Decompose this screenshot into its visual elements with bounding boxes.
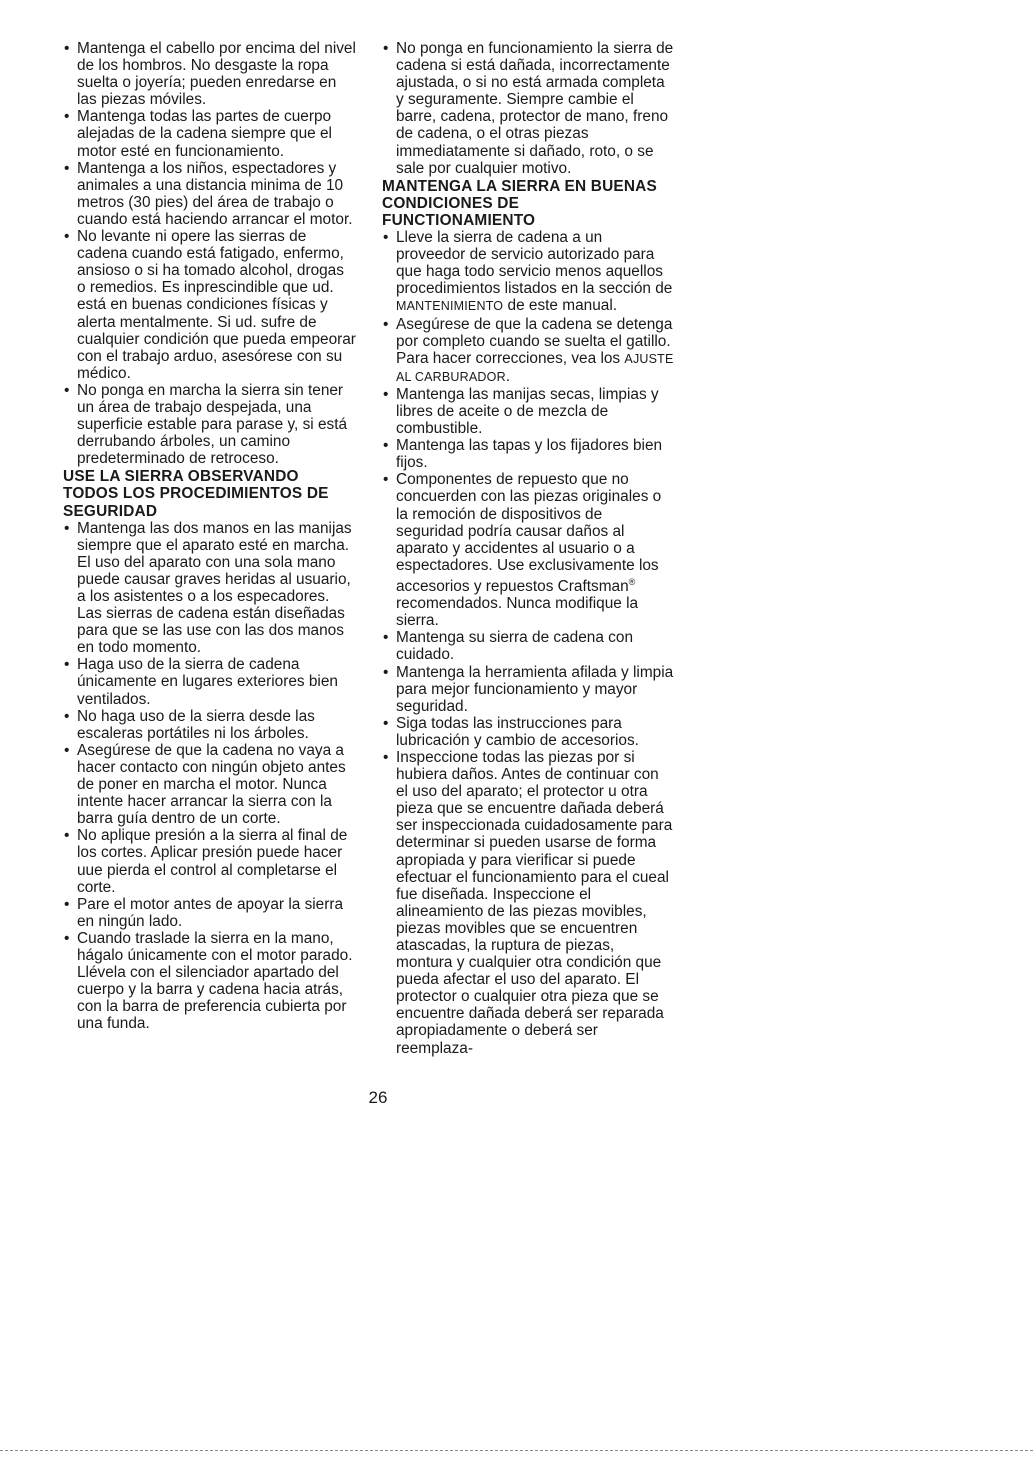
item-text: recomendados. Nunca modifique la sierra. — [396, 595, 639, 630]
item-text: Asegúrese de que la cadena se detenga por completo cuando se suelta el gatillo. Para hacer correcciones, vea los — [396, 315, 673, 367]
list-item: • No aplique presión a la sierra al final de los cortes. Aplicar presión puede hacer uue pierda el control al completarse el corte. — [63, 827, 356, 895]
section-heading-maintenance: MANTENGA LA SIERRA EN BUENAS CONDICIONES DE FUNCTIONAMIENTO — [382, 177, 657, 229]
list-item: • Mantenga las dos manos en las manijas siempre que el aparato esté en marcha. El uso del aparato con una sola mano puede causar graves heridas al usuario, a los asistentes o a los especadores. Las sierras de cadena están diseñadas para que se las use con las dos manos en todo momento. — [63, 520, 356, 657]
registered-mark: ® — [628, 576, 636, 587]
list-item: • Mantenga a los niños, espectadores y animales a una distancia minima de 10 metros (30 pies) del área de trabajo o cuando está haciendo arrancar el motor. — [63, 160, 356, 228]
list-item: • Mantenga el cabello por encima del nivel de los hombros. No desgaste la ropa suelta o joyería; pueden enredarse en las piezas móviles. — [63, 40, 356, 108]
item-text: Lleve la sierra de cadena a un proveedor de servicio autorizado para que haga todo servicio menos aquellos procedimientos listados en la sección de — [396, 229, 673, 298]
item-text: . — [505, 367, 511, 385]
section-reference: AJUSTE AL CARBURADOR — [396, 351, 674, 384]
list-item: • No ponga en funcionamiento la sierra de cadena si está dañada, incorrectamente ajustada, o si no está armada completa y seguramente. Siempre cambie el barre, cadena, protector de mano, freno de cadena, o el otras piezas immediatamente si dañado, roto, o se sale por cualquier motivo. — [382, 40, 674, 177]
list-item: • Inspeccione todas las piezas por si hubiera daños. Antes de continuar con el uso del aparato; el protector u otra pieza que se encuentre dañada deberá ser inspeccionada cuidadosamente para determinar si pueden usarse de forma apropiada y para vierificar si puede efectuar el funcionamiento para el cueal fue diseñada. Inspeccione el alineamiento de las piezas movibles, piezas movibles que se encuentren atascadas, la ruptura de piezas, montura y cualquier otra condición que pueda afectar el uso del aparato. El protector o cualquier otra pieza que se encuentre dañada deberá ser reparada apropiadamente o deberá ser reemplaza- — [382, 749, 674, 1057]
page-edge-divider — [0, 1450, 1033, 1451]
list-item — [382, 316, 674, 386]
list-item: • Cuando traslade la sierra en la mano, hágalo únicamente con el motor parado. Llévela con el silenciador apartado del cuerpo y la barra y cadena hacia atrás, con la barra de preferencia cubierta por una funda. — [63, 930, 356, 1033]
safety-list-procedures — [63, 520, 356, 1033]
list-item: • No levante ni opere las sierras de cadena cuando está fatigado, enfermo, ansioso o si ha tomado alcohol, drogas o remedios. Es inprescindible que ud. está en buenas condiciones físicas y alerta mentalmente. Si ud. sufre de cualquier condición que pueda empeorar con el trabajo arduo, asesórese con su médico. — [63, 228, 356, 382]
list-item: • Mantenga su sierra de cadena con cuidado. — [382, 629, 674, 663]
section-reference: MANTENIMIENTO — [396, 299, 504, 314]
page-number: 26 — [368, 1088, 388, 1107]
list-item — [382, 229, 674, 315]
item-text: de este manual. — [503, 297, 618, 315]
list-item: • Mantenga la herramienta afilada y limpia para mejor funcionamiento y mayor seguridad. — [382, 664, 674, 715]
safety-list-intro — [382, 40, 674, 177]
right-column — [382, 40, 674, 1057]
safety-list-general — [63, 40, 356, 467]
list-item: • Pare el motor antes de apoyar la sierra en ningún lado. — [63, 896, 356, 930]
left-column — [63, 40, 356, 1032]
list-item: • Mantenga las manijas secas, limpias y libres de aceite o de mezcla de combustible. — [382, 386, 674, 437]
list-item: • Mantenga todas las partes de cuerpo alejadas de la cadena siempre que el motor esté en funcionamiento. — [63, 108, 356, 159]
list-item: • No haga uso de la sierra desde las escaleras portátiles ni los árboles. — [63, 708, 356, 742]
list-item: • Asegúrese de que la cadena no vaya a hacer contacto con ningún objeto antes de poner en marcha el motor. Nunca intente hacer arrancar la sierra con la barra guía dentro de un corte. — [63, 742, 356, 827]
maintenance-list — [382, 229, 674, 1057]
list-item — [382, 471, 674, 629]
section-heading-safety-procedures: USE LA SIERRA OBSERVANDO TODOS LOS PROCEDIMIENTOS DE SEGURIDAD — [63, 468, 329, 520]
list-item: • Haga uso de la sierra de cadena únicamente en lugares exteriores bien ventilados. — [63, 656, 356, 707]
list-item: • No ponga en marcha la sierra sin tener un área de trabajo despejada, una superficie estable para parase y, si está derrubando árboles, un camino predeterminado de retroceso. — [63, 382, 356, 467]
list-item: • Mantenga las tapas y los fijadores bien fijos. — [382, 437, 674, 471]
list-item: • Siga todas las instrucciones para lubricación y cambio de accesorios. — [382, 715, 674, 749]
item-text: Componentes de repuesto que no concuerden con las piezas originales o la remoción de dispositivos de seguridad podría causar daños al aparato y accidentes al usuario o a espectadores. Use exclusivamente los accesorios y repuestos Craftsman — [396, 471, 662, 596]
